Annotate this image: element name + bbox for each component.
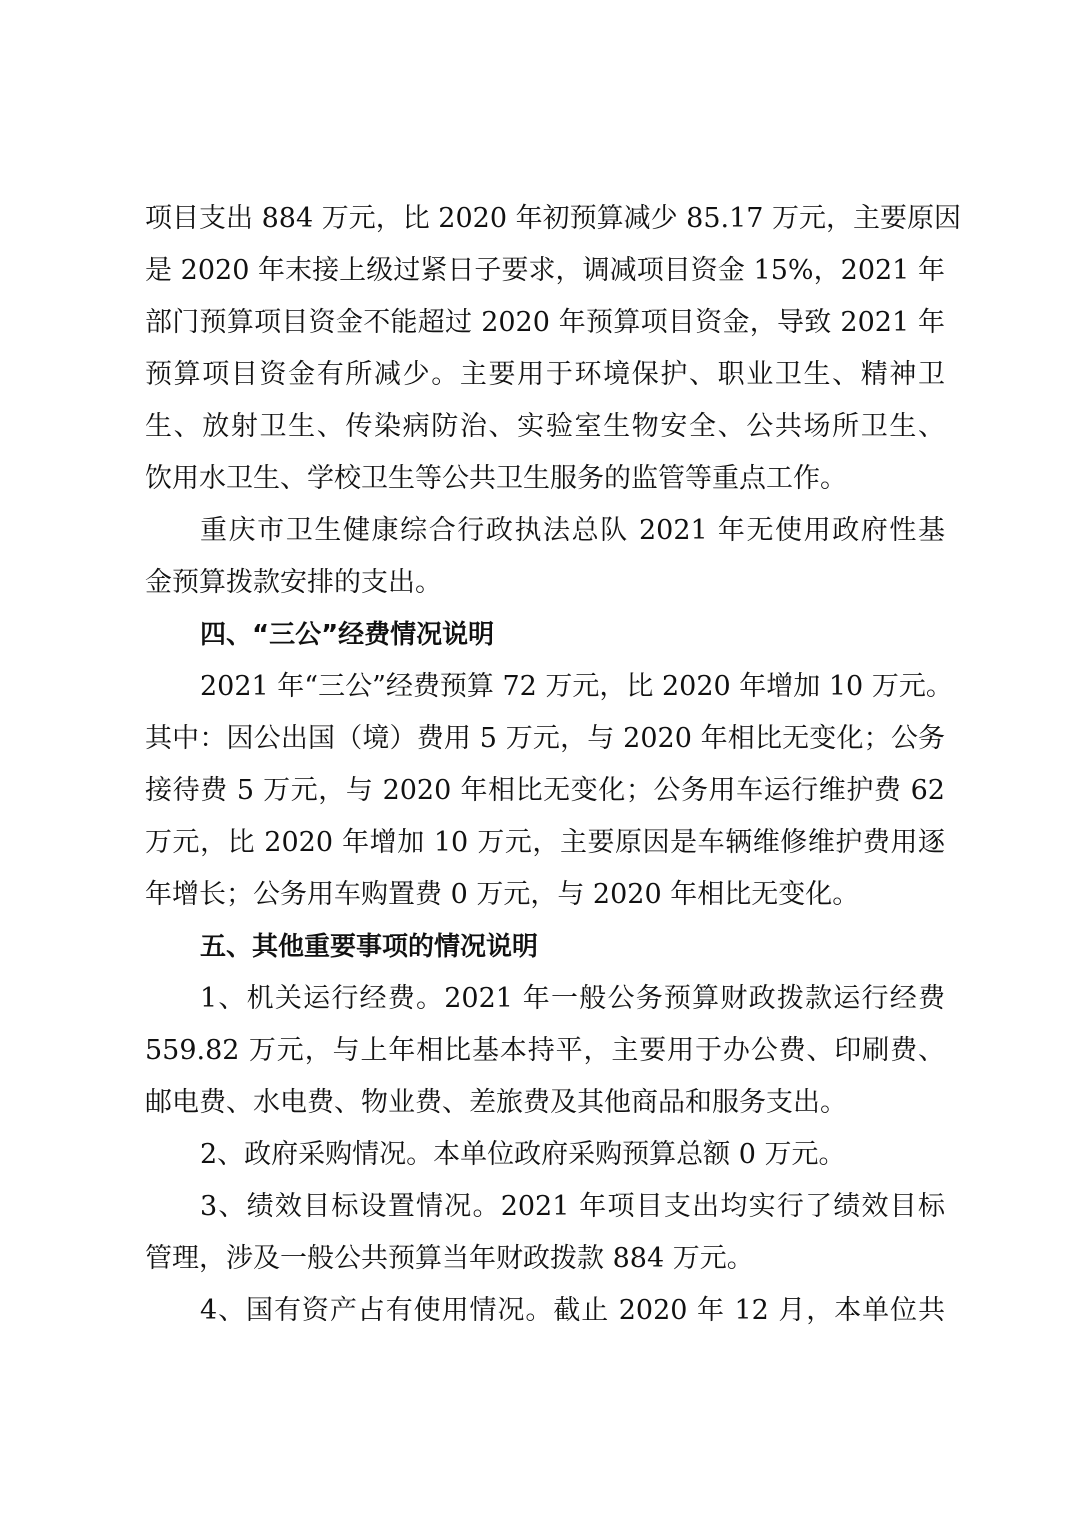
body-text-line: 接待费 5 万元，与 2020 年相比无变化；公务用车运行维护费 62 xyxy=(145,775,945,806)
body-text-line: 邮电费、水电费、物业费、差旅费及其他商品和服务支出。 xyxy=(145,1087,847,1118)
section-heading: 五、其他重要事项的情况说明 xyxy=(200,932,539,962)
body-text-line: 1、机关运行经费。2021 年一般公务预算财政拨款运行经费 xyxy=(200,983,945,1014)
section-heading: 四、“三公”经费情况说明 xyxy=(200,620,495,650)
body-text-line: 部门预算项目资金不能超过 2020 年预算项目资金，导致 2021 年 xyxy=(145,307,945,338)
body-text-line: 年增长；公务用车购置费 0 万元，与 2020 年相比无变化。 xyxy=(145,879,860,910)
body-text-line: 生、放射卫生、传染病防治、实验室生物安全、公共场所卫生、 xyxy=(145,411,945,442)
body-text-line: 重庆市卫生健康综合行政执法总队 2021 年无使用政府性基 xyxy=(200,515,945,546)
body-text-line: 2、政府采购情况。本单位政府采购预算总额 0 万元。 xyxy=(200,1139,846,1170)
body-text-line: 2021 年“三公”经费预算 72 万元，比 2020 年增加 10 万元。 xyxy=(200,671,953,702)
body-text-line: 项目支出 884 万元，比 2020 年初预算减少 85.17 万元，主要原因 xyxy=(145,203,962,234)
body-text-line: 预算项目资金有所减少。主要用于环境保护、职业卫生、精神卫 xyxy=(145,359,945,390)
body-text-line: 是 2020 年末接上级过紧日子要求，调减项目资金 15%，2021 年 xyxy=(145,255,945,286)
body-text-line: 饮用水卫生、学校卫生等公共卫生服务的监管等重点工作。 xyxy=(145,463,847,494)
body-text-line: 3、绩效目标设置情况。2021 年项目支出均实行了绩效目标 xyxy=(200,1191,945,1222)
body-text-line: 管理，涉及一般公共预算当年财政拨款 884 万元。 xyxy=(145,1243,754,1274)
body-text-line: 4、国有资产占有使用情况。截止 2020 年 12 月，本单位共 xyxy=(200,1295,945,1326)
body-text-line: 其中：因公出国（境）费用 5 万元，与 2020 年相比无变化；公务 xyxy=(145,723,945,754)
body-text-line: 559.82 万元，与上年相比基本持平，主要用于办公费、印刷费、 xyxy=(145,1035,945,1066)
body-text-line: 万元，比 2020 年增加 10 万元，主要原因是车辆维修维护费用逐 xyxy=(145,827,945,858)
body-text-line: 金预算拨款安排的支出。 xyxy=(145,567,442,598)
